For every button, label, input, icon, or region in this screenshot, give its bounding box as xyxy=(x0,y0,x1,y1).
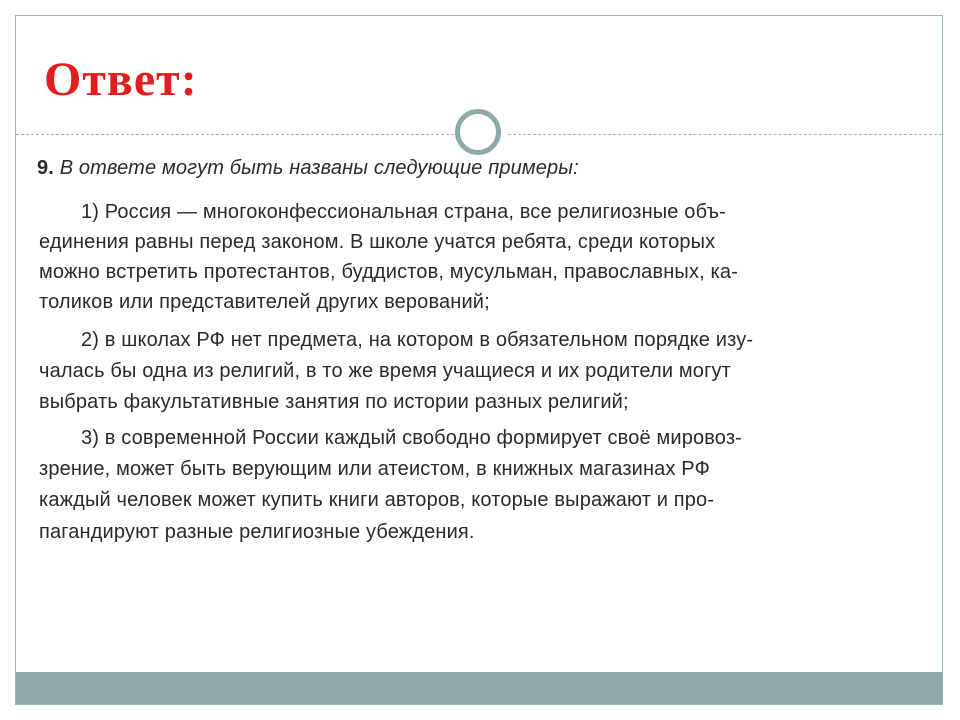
answer-line: 2) в школах РФ нет предмета, на котором в обязательном порядке изу- xyxy=(81,329,754,351)
answer-line: зрение, может быть верующим или атеистом, в книжных магазинах РФ xyxy=(39,458,710,480)
answer-line: чалась бы одна из религий, в то же время учащиеся и их родители могут xyxy=(39,360,731,382)
scanned-answer-text xyxy=(17,143,942,568)
answer-number: 9. xyxy=(37,157,54,179)
answer-line: 1) Россия — многоконфессиональная страна, все религиозные объ- xyxy=(81,201,726,223)
answer-heading-text: В ответе могут быть названы следующие примеры: xyxy=(59,157,579,179)
title-divider-left xyxy=(16,134,454,135)
answer-line: толиков или представителей других верований; xyxy=(39,291,490,313)
title-divider-right xyxy=(508,134,942,135)
slide-title: Ответ: xyxy=(44,53,198,106)
answer-line: пагандируют разные религиозные убеждения. xyxy=(39,521,475,543)
answer-line: каждый человек может купить книги авторов, которые выражают и про- xyxy=(39,489,715,511)
answer-line: 3) в современной России каждый свободно формирует своё мировоз- xyxy=(81,427,742,449)
slide-bottom-bar xyxy=(16,672,942,704)
answer-line: единения равны перед законом. В школе учатся ребята, среди которых xyxy=(39,231,716,253)
answer-line: выбрать факультативные занятия по истории разных религий; xyxy=(39,391,629,413)
answer-line: можно встретить протестантов, буддистов, мусульман, православных, ка- xyxy=(39,261,738,283)
answer-heading xyxy=(37,157,579,180)
ring-ornament-icon xyxy=(455,109,501,155)
